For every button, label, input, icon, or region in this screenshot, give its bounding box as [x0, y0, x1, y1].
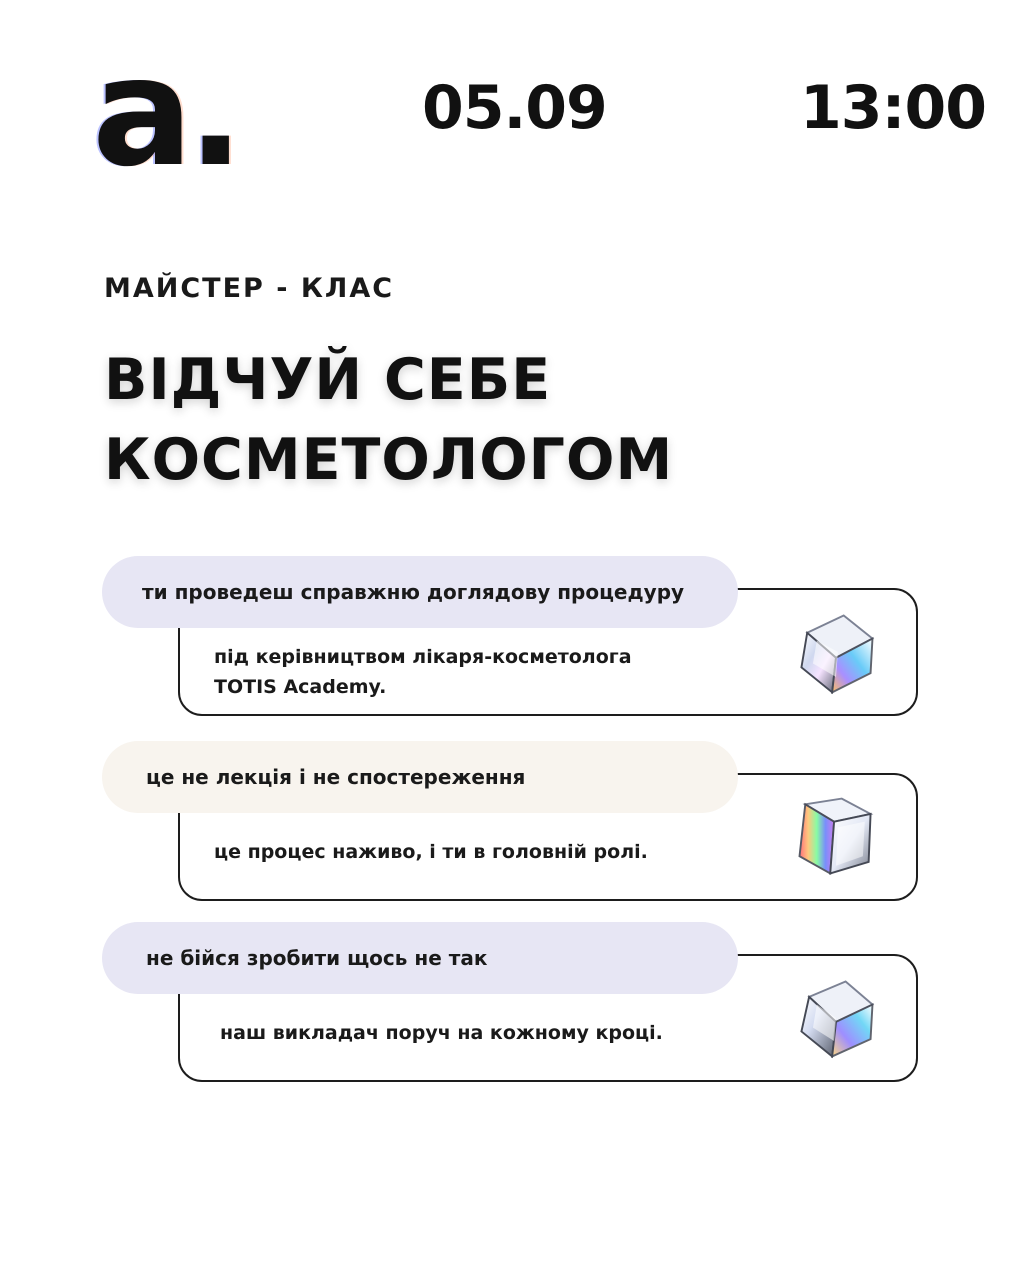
feature-card-description-line-1: це процес наживо, і ти в головній ролі. — [214, 841, 648, 863]
logo-text: a. — [92, 26, 239, 200]
brand-logo — [92, 26, 239, 200]
event-type-label: МАЙСТЕР - КЛАС — [104, 273, 395, 304]
feature-card-description-line-2: TOTIS Academy. — [214, 676, 387, 698]
feature-card-description — [220, 1018, 663, 1048]
feature-card-pill: це не лекція і не спостереження — [102, 741, 738, 813]
crystal-cube-icon — [788, 604, 884, 700]
event-title — [104, 340, 673, 500]
feature-card-1 — [102, 556, 922, 721]
feature-card-description-line-1: під керівництвом лікаря-косметолога — [214, 646, 632, 668]
feature-card-description-line-1: наш викладач поруч на кожному кроці. — [220, 1022, 663, 1044]
event-date: 05.09 — [422, 73, 607, 143]
crystal-cube-icon — [788, 970, 884, 1066]
feature-card-2 — [102, 741, 922, 906]
crystal-cube-icon — [788, 789, 884, 885]
feature-card-pill: ти проведеш справжню доглядову процедуру — [102, 556, 738, 628]
event-time: 13:00 — [800, 73, 986, 143]
feature-card-description — [214, 837, 648, 867]
feature-card-description — [214, 642, 632, 702]
feature-card-3 — [102, 922, 922, 1087]
event-title-line-1: ВІДЧУЙ СЕБЕ — [104, 347, 552, 413]
feature-card-pill: не бійся зробити щось не так — [102, 922, 738, 994]
event-title-line-2: КОСМЕТОЛОГОМ — [104, 427, 674, 493]
